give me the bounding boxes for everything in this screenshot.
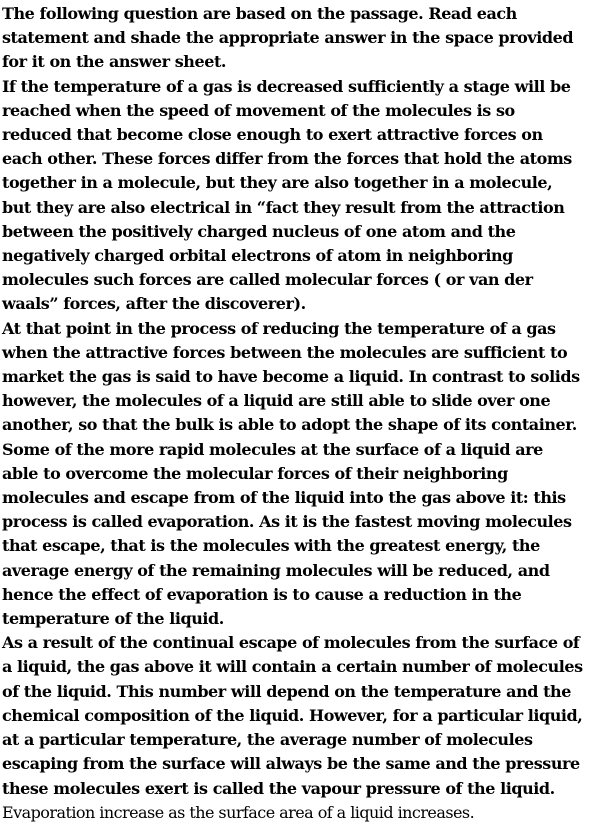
statement-line: Evaporation increase as the surface area of a liquid increases.	[2, 802, 475, 822]
passage-paragraph-2: At that point in the process of reducing the temperature of a gas when the attractive forces between the molecules are sufficient to market the gas is said to have become a liquid. In contrast to solids however, the molecules of a liquid are still able to slide over one another, so that the bulk is able to adopt the shape of its container.	[2, 318, 580, 435]
instructions-paragraph: The following question are based on the passage. Read each statement and shade the appropriate answer in the space provided for it on the answer sheet.	[2, 4, 574, 72]
passage-paragraph-4: As a result of the continual escape of molecules from the surface of a liquid, the gas above it will contain a certain number of molecules of the liquid. This number will depend on the temperature and the chemical composition of the liquid. However, for a particular liquid, at a particular temperature, the average number of molecules escaping from the surface will always be the same and the pressure these molecules exert is called the vapour pressure of the liquid.	[2, 633, 583, 798]
passage-paragraph-3: Some of the more rapid molecules at the surface of a liquid are able to overcome the molecular forces of their neighboring molecules and escape from of the liquid into the gas above it: this process is called evaporation. As it is the fastest moving molecules that escape, that is the molecules with the greatest energy, the average energy of the remaining molecules will be reduced, and hence the effect of evaporation is to cause a reduction in the temperature of the liquid.	[2, 439, 572, 629]
passage-paragraph-1: If the temperature of a gas is decreased sufficiently a stage will be reached when the speed of movement of the molecules is so reduced that become close enough to exert attractive forces on each other. These forces differ from the forces that hold the atoms together in a molecule, but they are also together in a molecule, but they are also electrical in “fact they result from the attraction between the positively charged nucleus of one atom and the negatively charged orbital electrons of atom in neighboring molecules such forces are called molecular forces ( or van der waals” forces, after the discoverer).	[2, 76, 572, 314]
